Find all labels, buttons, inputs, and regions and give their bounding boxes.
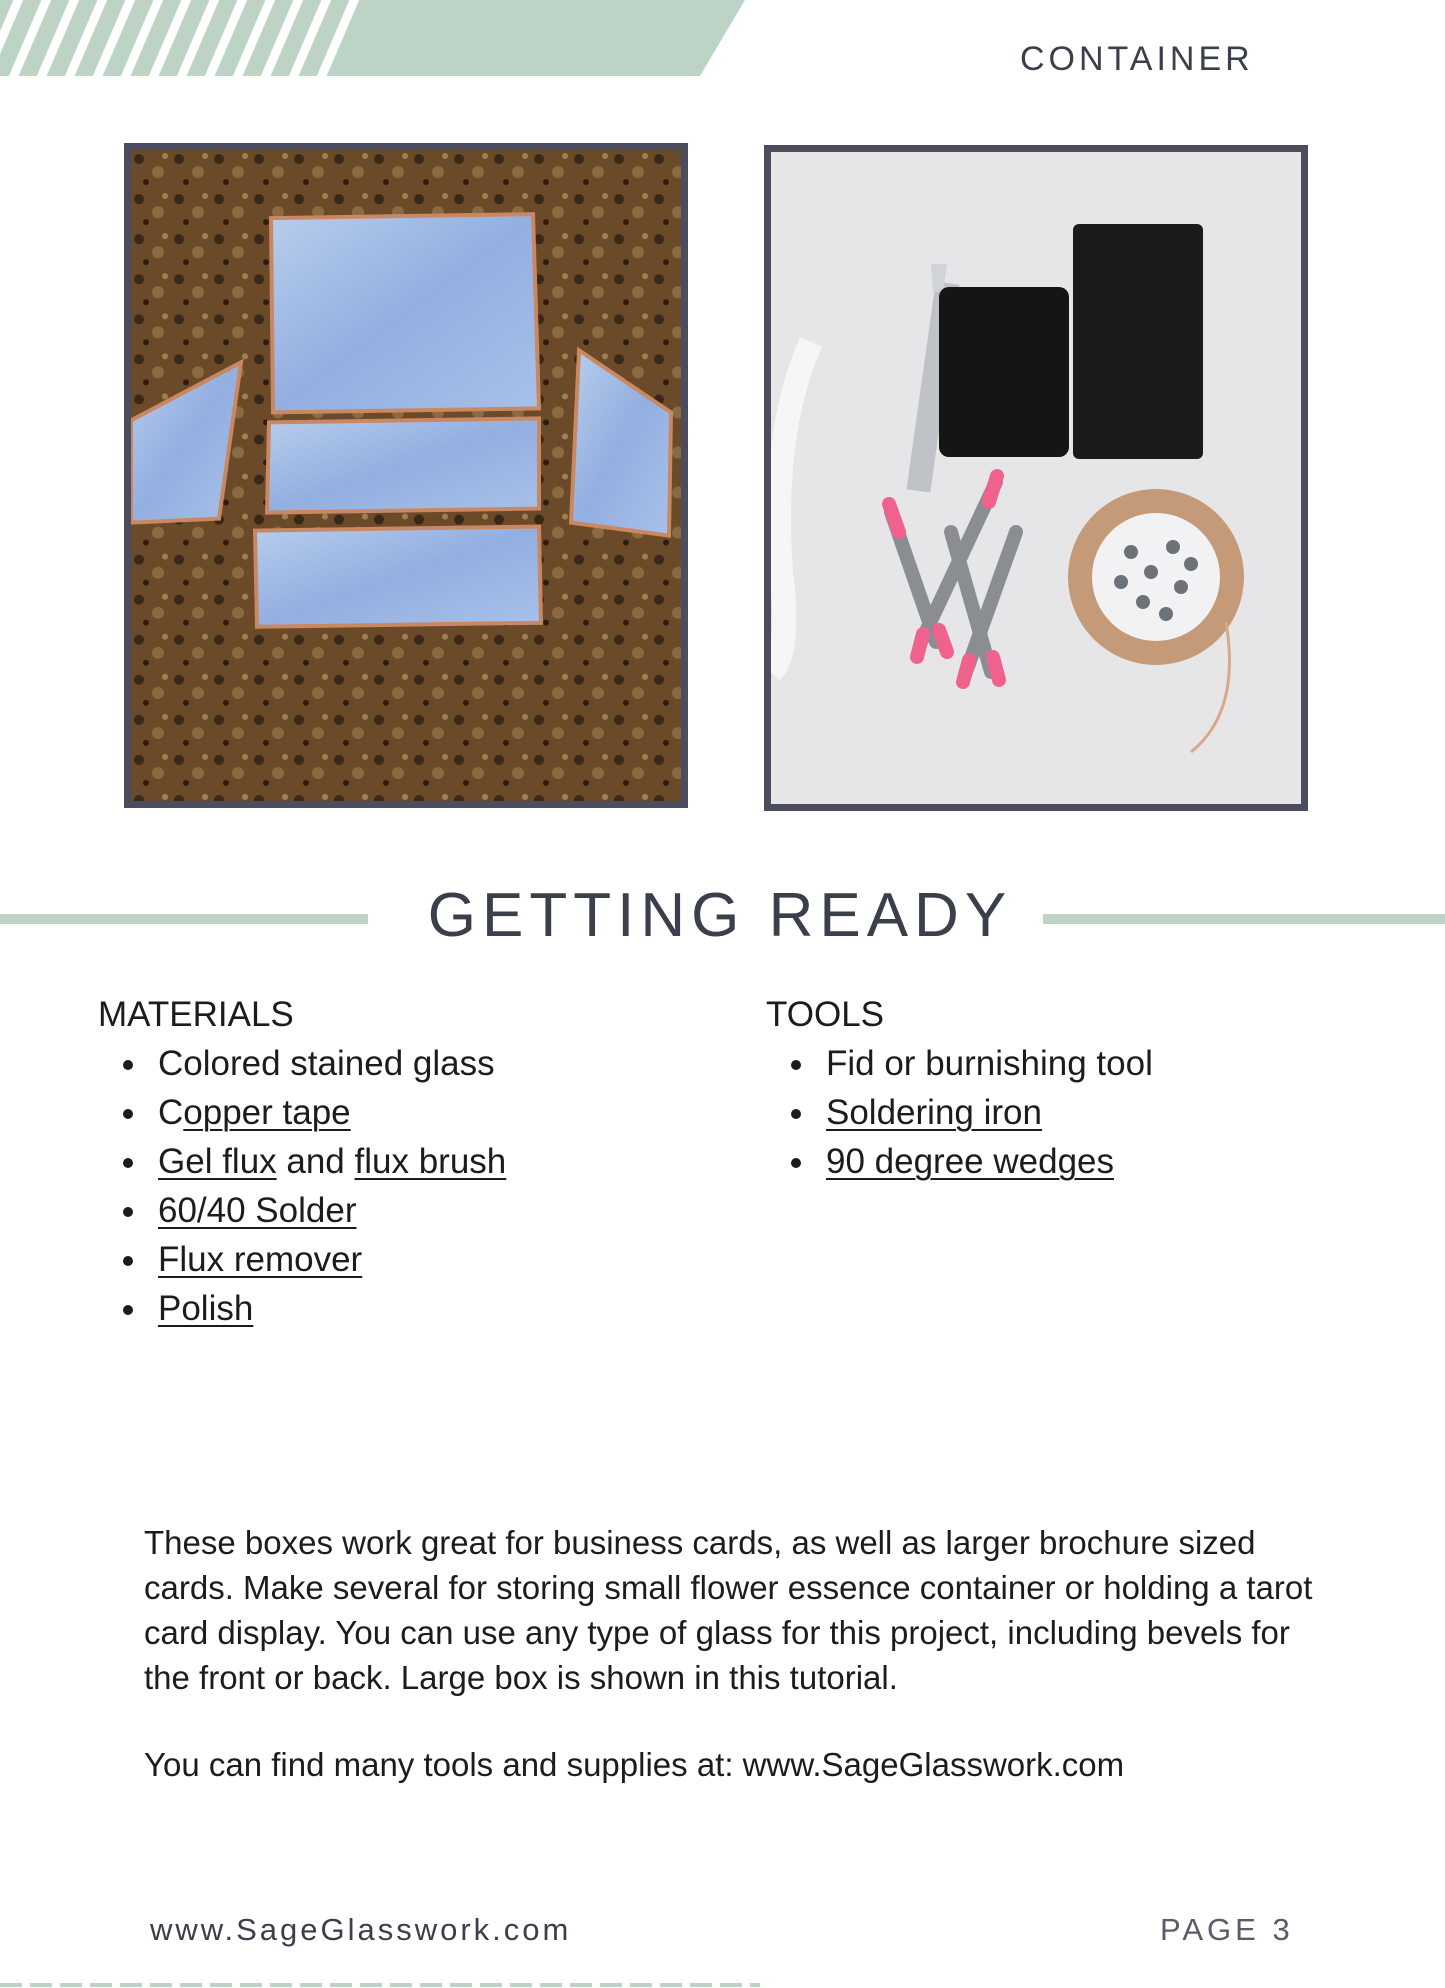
flux-brush-link[interactable]: flux brush (354, 1142, 507, 1181)
solder-link[interactable]: 60/40 Solder (158, 1191, 357, 1230)
list-item (766, 1039, 1366, 1088)
polish-link[interactable]: Polish (158, 1289, 254, 1328)
shop-paragraph: You can find many tools and supplies at: www.SageGlasswork.com (144, 1746, 1125, 1783)
flux-remover-link[interactable]: Flux remover (158, 1240, 363, 1279)
title-rule-right (1043, 914, 1445, 924)
material-copper-tape-prefix: C (158, 1093, 184, 1132)
tools-heading: TOOLS (766, 995, 885, 1034)
list-item (98, 1039, 698, 1088)
gel-flux-link[interactable]: Gel flux (158, 1142, 277, 1181)
material-colored-glass: Colored stained glass (158, 1044, 495, 1083)
materials-list (98, 990, 698, 1333)
soldering-iron-link[interactable]: Soldering iron (826, 1093, 1042, 1132)
copper-tape-link[interactable]: opper tape (183, 1093, 351, 1132)
list-item (98, 1235, 698, 1284)
tools-list (766, 990, 1366, 1186)
section-title: GETTING READY (427, 881, 1013, 950)
header-section-label: CONTAINER (1020, 40, 1254, 78)
list-item (98, 1186, 698, 1235)
material-and-text: and (276, 1142, 355, 1181)
decorative-footer-dashes (0, 1982, 760, 1988)
tools-photo (764, 145, 1308, 811)
title-rule-left (0, 914, 368, 924)
degree-wedges-link[interactable]: 90 degree wedges (826, 1142, 1114, 1181)
list-item (766, 1137, 1366, 1186)
decorative-header-banner (0, 0, 750, 76)
list-item (766, 1088, 1366, 1137)
intro-paragraph: These boxes work great for business cards, as well as larger brochure sized cards. Make several for storing small flower essence container or holding a tarot card display. You can use any type of glass for this project, including bevels for the front or back. Large box is shown in this tutorial. (144, 1524, 1313, 1696)
list-item (98, 1088, 698, 1137)
glass-pieces-photo (124, 143, 688, 808)
materials-heading: MATERIALS (98, 995, 294, 1034)
page-number: PAGE 3 (1160, 1912, 1294, 1947)
footer-website: www.SageGlasswork.com (150, 1912, 572, 1947)
tool-fid: Fid or burnishing tool (826, 1044, 1153, 1083)
list-item (98, 1284, 698, 1333)
list-item (98, 1137, 698, 1186)
